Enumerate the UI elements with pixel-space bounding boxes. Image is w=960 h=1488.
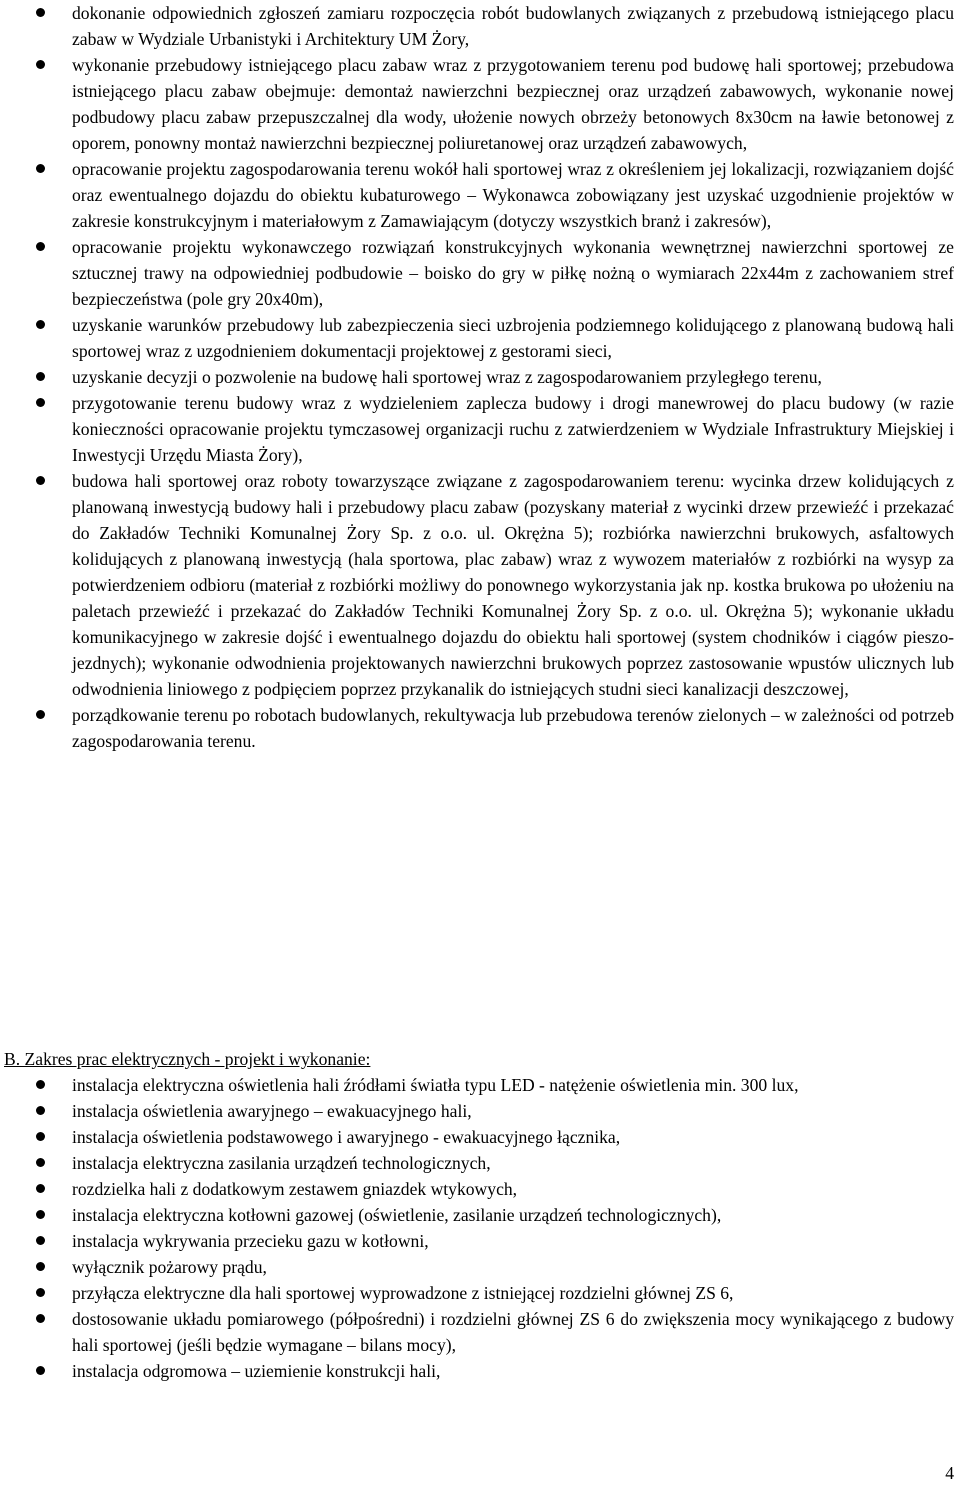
bullet-icon xyxy=(36,1132,45,1141)
list-item-text: wykonanie przebudowy istniejącego placu zabaw wraz z przygotowaniem terenu pod budowę hali sportowej; przebudowa istniejącego placu zabaw obejmuje: demontaż nawierzchni bezpiecznej oraz urządzeń zabawowych, wykonanie nowej podbudowy placu zabaw przepuszczalnej dla wody, ułożenie nowych obrzeży betonowych 8x30cm na ławie betonowej z oporem, ponowny montaż nawierzchni bezpiecznej poliuretanowej oraz urządzeń zabawowych, xyxy=(72,55,954,153)
bullet-icon xyxy=(36,476,45,485)
list-item-text: instalacja elektryczna oświetlenia hali źródłami światła typu LED - natężenie oświetlenia min. 300 lux, xyxy=(72,1075,799,1095)
bullet-icon xyxy=(36,1288,45,1297)
bullet-icon xyxy=(36,1106,45,1115)
list-item-text: przyłącza elektryczne dla hali sportowej wyprowadzone z istniejącej rozdzielni głównej ZS 6, xyxy=(72,1283,734,1303)
list-item xyxy=(0,1228,960,1254)
bullet-icon xyxy=(36,164,45,173)
list-item-text: instalacja oświetlenia podstawowego i awaryjnego - ewakuacyjnego łącznika, xyxy=(72,1127,621,1147)
bullet-icon xyxy=(36,1314,45,1323)
list-item xyxy=(0,1254,960,1280)
list-item-text: rozdzielka hali z dodatkowym zestawem gniazdek wtykowych, xyxy=(72,1179,518,1199)
list-item xyxy=(0,390,960,468)
list-item-text: budowa hali sportowej oraz roboty towarzyszące związane z zagospodarowaniem terenu: wycinka drzew kolidujących z planowaną inwestycją budowy hali i przebudowy placu zabaw (pozyskany materiał z wycinki drzew przewieźć i przekazać do Zakładów Techniki Komunalnej Żory Sp. z o.o. ul. Okrężna 5); rozbiórka nawierzchni brukowych, asfaltowych kolidujących z planowaną inwestycją (hala sportowa, plac zabaw) wraz z wywozem materiałów z rozbiórki na wysyp za potwierdzeniem odbioru (materiał z rozbiórki możliwy do ponownego wykorzystania jak np. kostka brukowa po ułożeniu na paletach przewieźć i przekazać do Zakładów Techniki Komunalnej Żory Sp. z o.o. ul. Okrężna 5); wykonanie układu komunikacyjnego w zakresie dojść i ewentualnego dojazdu do obiektu hali sportowej (system chodników i ciągów pieszo-jezdnych); wykonanie odwodnienia projektowanych nawierzchni brukowych poprzez zastosowanie wpustów ulicznych lub odwodnienia liniowego z podpięciem poprzez przykanalik do istniejących studni sieci kanalizacji deszczowej, xyxy=(72,471,954,699)
list-item xyxy=(0,1150,960,1176)
list-item xyxy=(0,0,960,52)
list-item-text: instalacja odgromowa – uziemienie konstrukcji hali, xyxy=(72,1361,441,1381)
bullet-icon xyxy=(36,1236,45,1245)
list-item xyxy=(0,1280,960,1306)
list-item-text: instalacja elektryczna zasilania urządzeń technologicznych, xyxy=(72,1153,491,1173)
bullet-icon xyxy=(36,1184,45,1193)
list-item xyxy=(0,52,960,156)
list-item xyxy=(0,1358,960,1384)
list-item-text: przygotowanie terenu budowy wraz z wydzieleniem zaplecza budowy i drogi manewrowej do placu budowy (w razie konieczności opracowanie projektu tymczasowej organizacji ruchu z zatwierdzeniem w Wydziale Infrastruktury Miejskiej i Inwestycji Urzędu Miasta Żory), xyxy=(72,393,954,465)
list-item-text: wyłącznik pożarowy prądu, xyxy=(72,1257,267,1277)
bullet-icon xyxy=(36,398,45,407)
list-item xyxy=(0,1202,960,1228)
list-item-text: instalacja oświetlenia awaryjnego – ewakuacyjnego hali, xyxy=(72,1101,472,1121)
list-item xyxy=(0,1124,960,1150)
list-item xyxy=(0,1176,960,1202)
bullet-icon xyxy=(36,320,45,329)
page-number: 4 xyxy=(945,1463,954,1483)
list-item xyxy=(0,156,960,234)
bullet-icon xyxy=(36,1158,45,1167)
bullet-icon xyxy=(36,372,45,381)
list-item xyxy=(0,234,960,312)
list-item-text: opracowanie projektu wykonawczego rozwiązań konstrukcyjnych wykonania wewnętrznej nawierzchni sportowej ze sztucznej trawy na odpowiedniej podbudowie – boisko do gry w piłkę nożną o wymiarach 22x44m z zachowaniem stref bezpieczeństwa (pole gry 20x40m), xyxy=(72,237,954,309)
list-item-text: uzyskanie warunków przebudowy lub zabezpieczenia sieci uzbrojenia podziemnego kolidującego z planowaną budową hali sportowej wraz z uzgodnieniem dokumentacji projektowej z gestorami sieci, xyxy=(72,315,954,361)
list-item-text: instalacja wykrywania przecieku gazu w kotłowni, xyxy=(72,1231,429,1251)
bullet-icon xyxy=(36,1210,45,1219)
list-item-text: porządkowanie terenu po robotach budowlanych, rekultywacja lub przebudowa terenów zielonych – w zależności od potrzeb zagospodarowania terenu. xyxy=(72,705,954,751)
list-item-text: opracowanie projektu zagospodarowania terenu wokół hali sportowej wraz z określeniem jej lokalizacji, rozwiązaniem dojść oraz ewentualnego dojazdu do obiektu kubaturowego – Wykonawca zobowiązany jest uzyskać uzgodnienie projektów w zakresie konstrukcyjnym i materiałowym z Zamawiającym (dotyczy wszystkich branż i zakresów), xyxy=(72,159,954,231)
list-item-text: dokonanie odpowiednich zgłoszeń zamiaru rozpoczęcia robót budowlanych związanych z przebudową istniejącego placu zabaw w Wydziale Urbanistyki i Architektury UM Żory, xyxy=(72,3,954,49)
bullet-icon xyxy=(36,1080,45,1089)
bullet-icon xyxy=(36,8,45,17)
bullet-icon xyxy=(36,60,45,69)
bullet-icon xyxy=(36,710,45,719)
list-item xyxy=(0,1306,960,1358)
list-item-text: uzyskanie decyzji o pozwolenie na budowę hali sportowej wraz z zagospodarowaniem przyległego terenu, xyxy=(72,367,822,387)
list-item xyxy=(0,364,960,390)
list-item xyxy=(0,1072,960,1098)
list-item-text: dostosowanie układu pomiarowego (półpośredni) i rozdzielni głównej ZS 6 do zwiększenia mocy wynikającego z budowy hali sportowej (jeśli będzie wymagane – bilans mocy), xyxy=(72,1309,954,1355)
list-item xyxy=(0,312,960,364)
bullet-icon xyxy=(36,1262,45,1271)
section-b-heading: B. Zakres prac elektrycznych - projekt i wykonanie: xyxy=(4,1049,371,1069)
list-item xyxy=(0,1098,960,1124)
bullet-icon xyxy=(36,1366,45,1375)
bullet-icon xyxy=(36,242,45,251)
list-item xyxy=(0,468,960,702)
list-item-text: instalacja elektryczna kotłowni gazowej (oświetlenie, zasilanie urządzeń technologicznych), xyxy=(72,1205,722,1225)
scope-list-electrical xyxy=(0,1072,960,1384)
list-item xyxy=(0,702,960,754)
